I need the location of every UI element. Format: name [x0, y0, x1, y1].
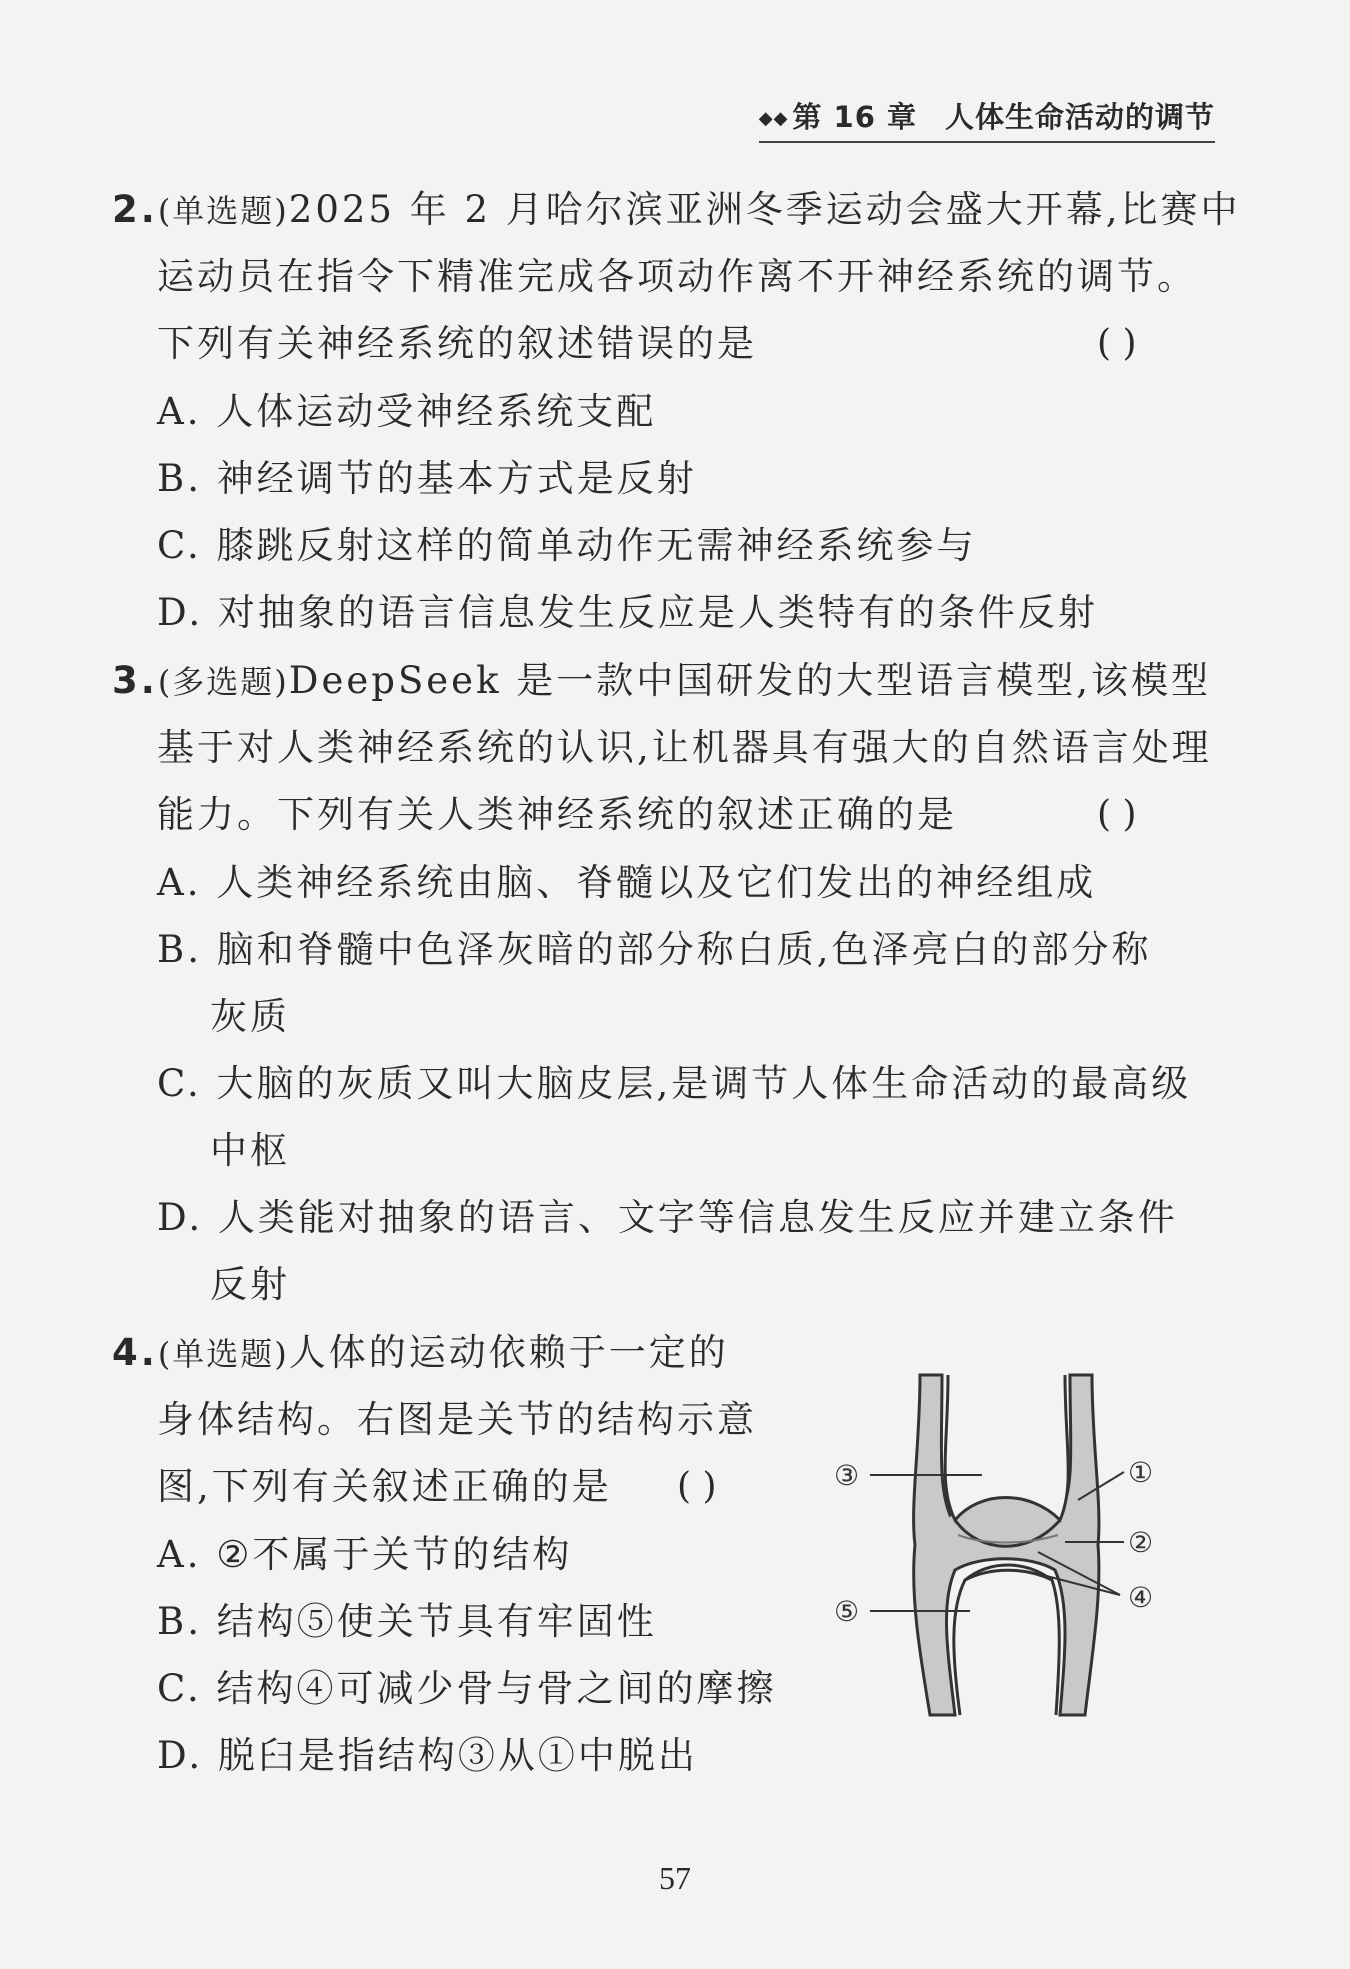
option-d: D. 脱臼是指结构③从①中脱出: [157, 1734, 698, 1777]
label-2: ②: [1128, 1526, 1154, 1559]
chapter-title: 人体生命活动的调节: [944, 100, 1215, 134]
label-3: ③: [834, 1459, 860, 1492]
joint-structure-diagram: [820, 1355, 1240, 1735]
answer-bracket[interactable]: ( ): [677, 1466, 717, 1507]
option-d: D. 人类能对抽象的语言、文字等信息发生反应并建立条件: [157, 1196, 1178, 1239]
label-1: ①: [1128, 1456, 1154, 1489]
option-b: B. 神经调节的基本方式是反射: [157, 457, 697, 500]
question-stem-line: 下列有关神经系统的叙述错误的是: [157, 322, 757, 365]
question-stem-line: DeepSeek 是一款中国研发的大型语言模型,该模型: [288, 659, 1212, 702]
question-stem-line: 图,下列有关叙述正确的是: [157, 1465, 612, 1508]
label-5: ⑤: [834, 1595, 860, 1628]
joint-head: [945, 1375, 1068, 1520]
option-b: B. 脑和脊髓中色泽灰暗的部分称白质,色泽亮白的部分称: [157, 928, 1152, 971]
option-c-continued: 中枢: [210, 1129, 290, 1172]
question-stem-line: 能力。下列有关人类神经系统的叙述正确的是: [157, 793, 957, 836]
option-a: A. 人体运动受神经系统支配: [157, 390, 657, 433]
option-a: A. ②不属于关节的结构: [157, 1533, 573, 1576]
joint-socket: [954, 1570, 1059, 1715]
answer-bracket[interactable]: ( ): [1097, 794, 1137, 835]
question-number: 4.: [112, 1331, 158, 1374]
option-b-continued: 灰质: [210, 995, 290, 1038]
option-b: B. 结构⑤使关节具有牢固性: [157, 1600, 657, 1643]
question-number: 2.: [112, 188, 158, 231]
page-number: 57: [659, 1860, 691, 1896]
option-c: C. 膝跳反射这样的简单动作无需神经系统参与: [157, 524, 977, 567]
question-number: 3.: [112, 659, 158, 702]
joint-diagram-svg: [820, 1355, 1240, 1735]
question-stem-line: 身体结构。右图是关节的结构示意: [157, 1398, 757, 1441]
option-a: A. 人类神经系统由脑、脊髓以及它们发出的神经组成: [157, 861, 1097, 904]
chapter-number: 第 16 章: [792, 100, 917, 134]
question-stem-line: 2025 年 2 月哈尔滨亚洲冬季运动会盛大开幕,比赛中: [288, 188, 1241, 231]
option-c: C. 大脑的灰质又叫大脑皮层,是调节人体生命活动的最高级: [157, 1062, 1192, 1105]
diamond-ornament-icon: ◆◆: [758, 108, 789, 129]
label-4: ④: [1128, 1581, 1154, 1614]
question-stem-line: 基于对人类神经系统的认识,让机器具有强大的自然语言处理: [157, 726, 1212, 769]
question-stem-line: 运动员在指令下精准完成各项动作离不开神经系统的调节。: [157, 255, 1197, 298]
question-type: (多选题): [157, 663, 289, 701]
option-d: D. 对抽象的语言信息发生反应是人类特有的条件反射: [157, 591, 1098, 634]
answer-bracket[interactable]: ( ): [1097, 323, 1137, 364]
chapter-header: [759, 95, 1215, 143]
question-type: (单选题): [157, 192, 289, 230]
option-d-continued: 反射: [210, 1263, 290, 1306]
question-type: (单选题): [157, 1335, 289, 1373]
question-stem-line: 人体的运动依赖于一定的: [288, 1331, 729, 1374]
option-c: C. 结构④可减少骨与骨之间的摩擦: [157, 1667, 777, 1710]
